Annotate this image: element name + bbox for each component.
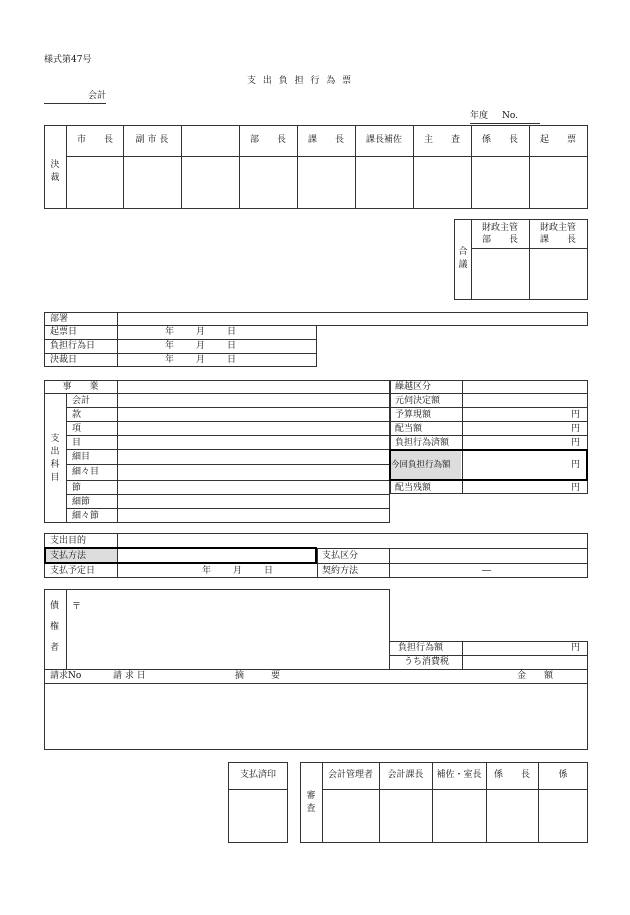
approver-mayor: 市 長 xyxy=(76,135,113,145)
shiharai-zumi-label: 支払済印 xyxy=(239,770,276,780)
shiharai-yotei-label: 支払予定日 xyxy=(50,566,96,576)
form-title: 支 出 負 担 行 為 票 xyxy=(247,76,354,86)
request-amount-header: 金 額 xyxy=(517,671,554,681)
nendo-label: 年度 xyxy=(470,111,489,121)
yen-unit: 円 xyxy=(570,410,580,420)
busho-label: 部署 xyxy=(50,314,69,324)
form-number: 様式第47号 xyxy=(44,55,92,65)
approver-unit-chief: 係 長 xyxy=(481,135,518,145)
approver-drafter: 起 票 xyxy=(539,135,576,145)
date-month: 月 xyxy=(196,341,206,351)
yen-unit: 円 xyxy=(570,438,580,448)
request-summary-header: 摘 要 xyxy=(235,671,281,681)
uchi-shohizei-label: うち消費税 xyxy=(404,657,450,667)
request-table xyxy=(44,669,588,750)
kamoku-kou: 項 xyxy=(72,424,82,434)
shishutsu-kamoku-label: 支出科目 xyxy=(50,434,60,483)
konkai-futan-label: 今回負担行為額 xyxy=(391,460,451,470)
gougi-label: 合議 xyxy=(458,247,468,270)
approver-section-chief: 課 長 xyxy=(307,135,344,145)
gougi-finance-chief-1: 財政主管 xyxy=(539,223,576,233)
kessai-date-label: 決裁日 xyxy=(50,355,78,365)
postal-mark: 〒 xyxy=(72,602,82,612)
approver-director: 部 長 xyxy=(249,135,286,145)
kamoku-table xyxy=(44,380,390,523)
shinsa-accounting-manager: 会計管理者 xyxy=(327,770,373,780)
approver-vice-mayor: 副 市 長 xyxy=(135,135,169,145)
creditor-box xyxy=(44,589,390,670)
gougi-finance-director-1: 財政主管 xyxy=(481,223,518,233)
approver-chief-examiner: 主 査 xyxy=(423,135,460,145)
date-year: 年 xyxy=(202,566,212,576)
shiharai-houhou-label: 支払方法 xyxy=(50,551,87,561)
futan-zumi-label: 負担行為済額 xyxy=(395,438,450,448)
yen-unit: 円 xyxy=(570,460,580,470)
approver-deputy-chief: 課長補佐 xyxy=(365,135,402,145)
request-date-header: 請 求 日 xyxy=(113,671,146,681)
futan-koui-gaku-label: 負担行為額 xyxy=(398,643,444,653)
kamoku-setsu: 節 xyxy=(72,483,82,493)
kurikoshi-kubun-label: 繰越区分 xyxy=(395,382,432,392)
haitou-gaku-label: 配当額 xyxy=(395,424,423,434)
shinsa-deputy: 補佐・室長 xyxy=(436,770,482,780)
futan-koui-date-label: 負担行為日 xyxy=(50,341,96,351)
gougi-finance-chief-2: 課 長 xyxy=(539,235,576,245)
kamoku-kaikei: 会計 xyxy=(72,396,91,406)
kamoku-saisetsu: 細節 xyxy=(72,497,91,507)
date-day: 日 xyxy=(227,341,237,351)
gougi-finance-director-2: 部 長 xyxy=(481,235,518,245)
kessai-label: 決裁 xyxy=(50,160,60,183)
yen-unit: 円 xyxy=(570,424,580,434)
date-day: 日 xyxy=(227,355,237,365)
creditor-char-2: 権 xyxy=(50,622,60,632)
jigyo-label: 事 業 xyxy=(62,382,99,392)
shinsa-staff: 係 xyxy=(558,770,568,780)
date-month: 月 xyxy=(196,355,206,365)
creditor-char-1: 債 xyxy=(50,601,60,611)
keiyaku-houhou-label: 契約方法 xyxy=(322,566,359,576)
kihyo-date-label: 起票日 xyxy=(50,327,78,337)
yen-unit: 円 xyxy=(570,643,580,653)
date-day: 日 xyxy=(264,566,274,576)
date-month: 月 xyxy=(196,327,206,337)
yen-unit: 円 xyxy=(570,483,580,493)
request-no-header: 請求No xyxy=(50,671,82,681)
shishutsu-mokuteki-label: 支出目的 xyxy=(50,536,87,546)
kamoku-kan: 款 xyxy=(72,410,82,420)
busho-row xyxy=(44,312,588,326)
kamoku-saisaisetsu: 細々節 xyxy=(72,511,100,521)
kamoku-saimoku: 細目 xyxy=(72,452,91,462)
shinsa-label: 審査 xyxy=(306,791,316,814)
date-month: 月 xyxy=(233,566,243,576)
date-day: 日 xyxy=(227,327,237,337)
keiyaku-houhou-value: ― xyxy=(482,566,491,576)
kaikei-label: 会計 xyxy=(88,91,107,101)
date-year: 年 xyxy=(165,327,175,337)
kamoku-saisaimoku: 細々目 xyxy=(72,467,100,477)
date-year: 年 xyxy=(165,355,175,365)
creditor-char-3: 者 xyxy=(50,643,60,653)
date-year: 年 xyxy=(165,341,175,351)
shinsa-accounting-chief: 会計課長 xyxy=(387,770,424,780)
moto-ukagai-label: 元伺決定額 xyxy=(395,396,441,406)
yosan-gengaku-label: 予算現額 xyxy=(395,410,432,420)
kamoku-moku: 目 xyxy=(72,438,82,448)
haitou-zan-label: 配当残額 xyxy=(395,483,432,493)
shinsa-unit-chief: 係 長 xyxy=(493,770,530,780)
shiharai-kubun-label: 支払区分 xyxy=(322,551,359,561)
no-label: No. xyxy=(502,111,518,121)
